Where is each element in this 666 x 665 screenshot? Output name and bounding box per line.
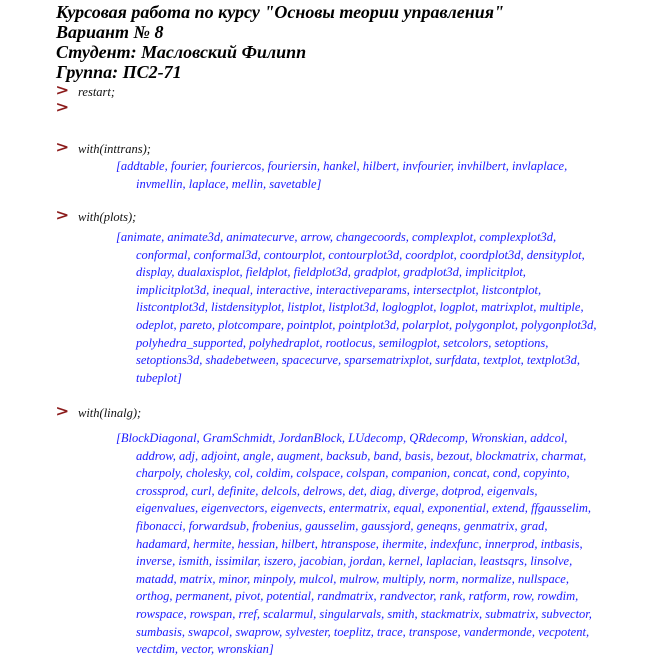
- output-line: [addtable, fourier, fouriercos, fouriersin, hankel, hilbert, invfourier, invhilbert, invlaplace,: [116, 159, 568, 173]
- output-line: conformal, conformal3d, contourplot, contourplot3d, coordplot, coordplot3d, densityplot,: [136, 247, 585, 262]
- output-line: inverse, ismith, issimilar, iszero, jacobian, jordan, kernel, laplacian, leastsqrs, linsolve,: [136, 554, 573, 569]
- output-line: crossprod, curl, definite, delcols, delrows, det, diag, diverge, dotprod, eigenvals,: [136, 483, 538, 498]
- output-line: setoptions3d, shadebetween, spacecurve, sparsematrixplot, surfdata, textplot, textplot3d,: [136, 353, 581, 368]
- input-with-inttrans[interactable]: with(inttrans);: [78, 142, 151, 156]
- group-label: Группа: ПС2-71: [56, 62, 182, 82]
- prompt-icon: >: [55, 138, 70, 156]
- output-line: invmellin, laplace, mellin, savetable]: [136, 176, 322, 191]
- output-linalg: [116, 430, 592, 659]
- input-with-plots[interactable]: with(plots);: [78, 210, 137, 224]
- output-line: sumbasis, swapcol, swaprow, sylvester, toeplitz, trace, transpose, vandermonde, vecpotent,: [136, 624, 590, 639]
- output-line: charpoly, cholesky, col, coldim, colspace, colspan, companion, concat, cond, copyinto,: [136, 466, 570, 481]
- output-line: hadamard, hermite, hessian, hilbert, htranspose, ihermite, indexfunc, innerprod, intbasis,: [136, 536, 583, 551]
- output-line: matadd, matrix, minor, minpoly, mulcol, mulrow, multiply, norm, normalize, nullspace,: [136, 571, 569, 586]
- output-inttrans: [116, 158, 567, 193]
- variant-label: Вариант № 8: [56, 22, 164, 42]
- output-line: rowspace, rowspan, rref, scalarmul, singularvals, smith, stackmatrix, submatrix, subvector,: [136, 606, 592, 621]
- output-line: odeplot, pareto, plotcompare, pointplot, pointplot3d, polarplot, polygonplot, polygonplot3d,: [136, 317, 597, 332]
- output-line: implicitplot3d, inequal, interactive, interactiveparams, intersectplot, listcontplot,: [136, 282, 542, 297]
- output-line: eigenvalues, eigenvectors, eigenvects, entermatrix, equal, exponential, extend, ffgausselim,: [136, 501, 592, 516]
- output-line: fibonacci, forwardsub, frobenius, gausselim, gaussjord, geneqns, genmatrix, grad,: [136, 518, 548, 533]
- output-line: display, dualaxisplot, fieldplot, fieldplot3d, gradplot, gradplot3d, implicitplot,: [136, 265, 526, 280]
- prompt-icon: >: [55, 206, 70, 224]
- prompt-icon: >: [55, 81, 70, 99]
- input-empty[interactable]: [78, 101, 478, 117]
- output-line: tubeplot]: [136, 370, 182, 385]
- output-line: orthog, permanent, pivot, potential, randmatrix, randvector, rank, ratform, row, rowdim,: [136, 589, 579, 604]
- student-label: Студент: Масловский Филипп: [56, 42, 307, 62]
- worksheet-title: Курсовая работа по курсу "Основы теории управления": [56, 2, 504, 22]
- prompt-icon: >: [55, 402, 70, 420]
- output-line: polyhedra_supported, polyhedraplot, rootlocus, semilogplot, setcolors, setoptions,: [136, 335, 549, 350]
- output-line: [BlockDiagonal, GramSchmidt, JordanBlock, LUdecomp, QRdecomp, Wronskian, addcol,: [116, 431, 568, 445]
- output-plots: [116, 229, 597, 387]
- input-with-linalg[interactable]: with(linalg);: [78, 406, 142, 420]
- output-line: [animate, animate3d, animatecurve, arrow, changecoords, complexplot, complexplot3d,: [116, 230, 557, 244]
- input-restart[interactable]: restart;: [78, 85, 116, 99]
- output-line: vectdim, vector, wronskian]: [136, 642, 274, 657]
- prompt-icon: >: [55, 98, 70, 116]
- output-line: addrow, adj, adjoint, angle, augment, backsub, band, basis, bezout, blockmatrix, charmat,: [136, 448, 587, 463]
- output-line: listcontplot3d, listdensityplot, listplot, listplot3d, loglogplot, logplot, matrixplot, multiple,: [136, 300, 584, 315]
